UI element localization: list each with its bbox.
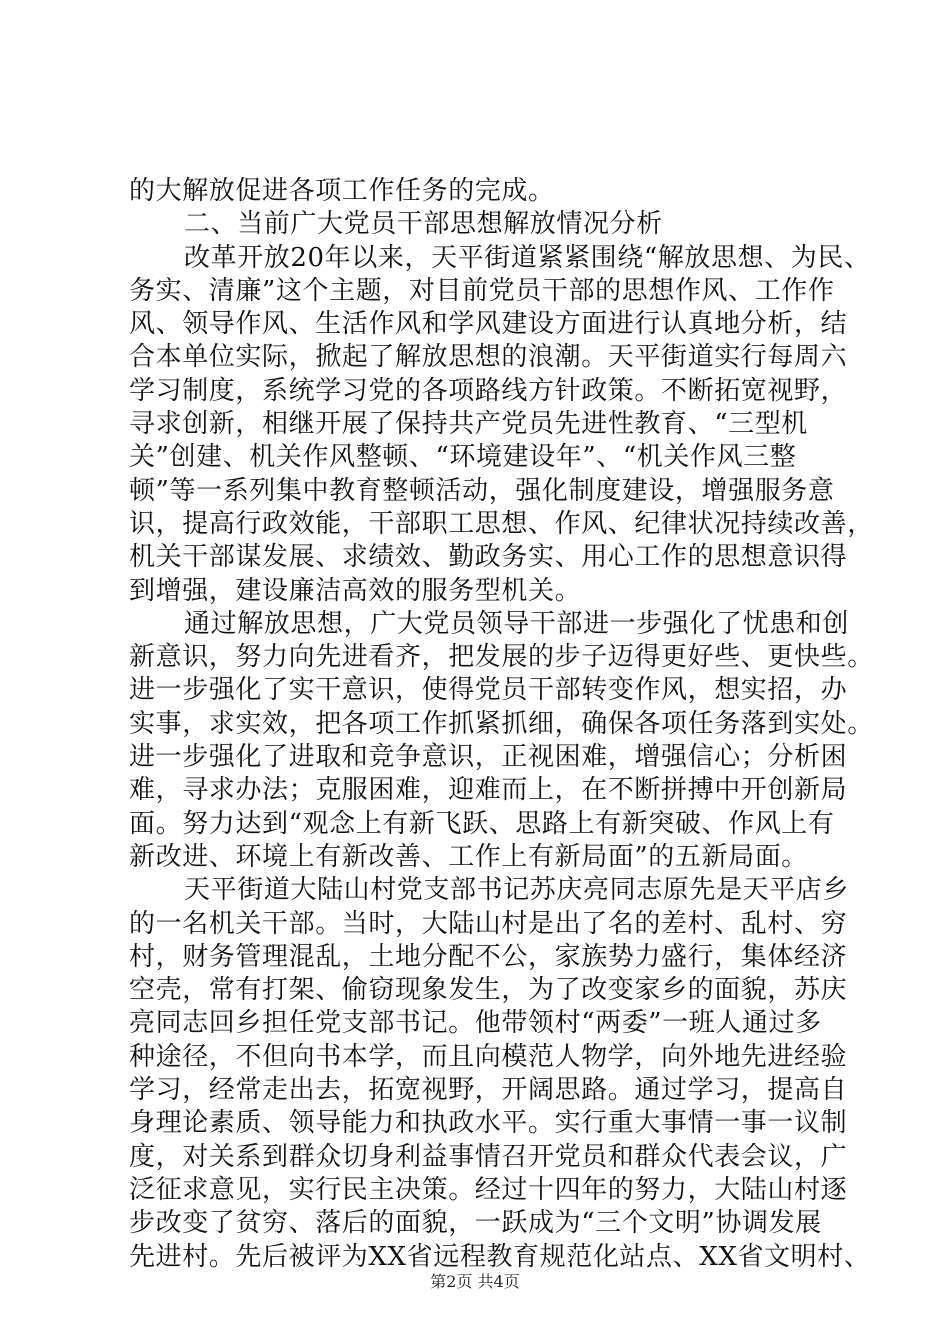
text-line: 识，提高行政效能，干部职工思想、作风、纪律状况持续改善， <box>129 508 874 539</box>
text-line: 空壳，常有打架、偷窃现象发生，为了改变家乡的面貌，苏庆 <box>129 975 848 1006</box>
text-line: 身理论素质、领导能力和执政水平。实行重大事情一事一议制 <box>129 1108 848 1139</box>
text-line: 的大解放促进各项工作任务的完成。 <box>129 176 555 206</box>
text-line: 天平街道大陆山村党支部书记苏庆亮同志原先是天平店乡 <box>184 875 850 906</box>
text-line: 通过解放思想，广大党员领导干部进一步强化了忧患和创 <box>184 608 850 639</box>
document-body <box>129 175 874 1274</box>
text-line: 的一名机关干部。当时，大陆山村是出了名的差村、乱村、穷 <box>129 908 848 939</box>
page-footer <box>0 1272 950 1292</box>
text-line: 改革开放20年以来，天平街道紧紧围绕“解放思想、为民、 <box>184 242 871 273</box>
text-line: 学习制度，系统学习党的各项路线方针政策。不断拓宽视野， <box>129 375 848 406</box>
text-line: 进一步强化了实干意识，使得党员干部转变作风，想实招，办 <box>129 675 848 706</box>
text-line: 村，财务管理混乱，土地分配不公，家族势力盛行，集体经济 <box>129 941 848 972</box>
text-line: 面。努力达到“观念上有新飞跃、思路上有新突破、作风上有 <box>129 808 835 839</box>
text-line: 风、领导作风、生活作风和学风建设方面进行认真地分析，结 <box>129 309 848 340</box>
text-line: 先进村。先后被评为XX省远程教育规范化站点、XX省文明村、 <box>129 1241 871 1272</box>
text-line: 合本单位实际，掀起了解放思想的浪潮。天平街道实行每周六 <box>129 342 848 373</box>
text-line: 难，寻求办法；克服困难，迎难而上，在不断拼搏中开创新局 <box>129 775 848 806</box>
text-line: 机关干部谋发展、求绩效、勤政务实、用心工作的思想意识得 <box>129 542 848 573</box>
text-line: 学习，经常走出去，拓宽视野，开阔思路。通过学习，提高自 <box>129 1075 848 1106</box>
text-line: 步改变了贫穷、落后的面貌，一跃成为“三个文明”协调发展 <box>129 1208 822 1239</box>
text-line: 种途径，不但向书本学，而且向模范人物学，向外地先进经验 <box>129 1041 848 1072</box>
text-line: 二、当前广大党员干部思想解放情况分析 <box>184 209 663 240</box>
text-line: 到增强，建设廉洁高效的服务型机关。 <box>129 575 582 606</box>
page-number-label: 第2页 共4页 <box>430 1272 520 1291</box>
text-line: 务实、清廉”这个主题，对目前党员干部的思想作风、工作作 <box>129 275 835 306</box>
text-line: 亮同志回乡担任党支部书记。他带领村“两委”一班人通过多 <box>129 1008 822 1039</box>
text-line: 泛征求意见，实行民主决策。经过十四年的努力，大陆山村逐 <box>129 1174 848 1205</box>
text-line: 实事，求实效，把各项工作抓紧抓细，确保各项任务落到实处。 <box>129 708 874 739</box>
text-line: 度，对关系到群众切身利益事情召开党员和群众代表会议，广 <box>129 1141 848 1172</box>
text-line: 顿”等一系列集中教育整顿活动，强化制度建设，增强服务意 <box>129 475 835 506</box>
text-line: 寻求创新，相继开展了保持共产党员先进性教育、“三型机 <box>129 409 808 440</box>
text-line: 进一步强化了进取和竞争意识，正视困难，增强信心；分析困 <box>129 742 848 773</box>
text-line: 新意识，努力向先进看齐，把发展的步子迈得更好些、更快些。 <box>129 642 874 673</box>
text-line: 新改进、环境上有新改善、工作上有新局面”的五新局面。 <box>129 841 808 872</box>
text-line: 关”创建、机关作风整顿、“环境建设年”、“机关作风三整 <box>129 442 797 473</box>
